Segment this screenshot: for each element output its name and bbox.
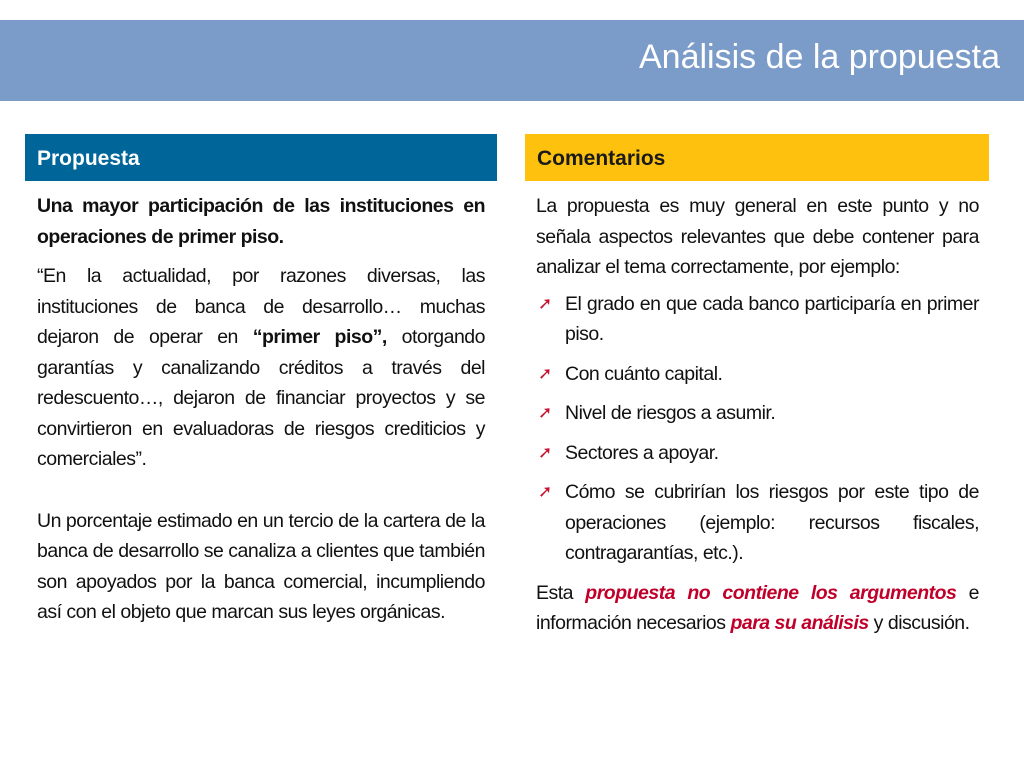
arrow-up-right-icon: ➚ xyxy=(538,442,552,462)
closing-text-1: Esta xyxy=(536,581,586,604)
list-item xyxy=(536,398,979,429)
quote-emphasis: “primer piso”, xyxy=(252,326,387,348)
quote-text-2: otorgando garantías y canalizando créditos a través del redescuento…, dejaron de financiar proyectos y se convirtieron en evaluadoras de riesgos crediticios y comerciales”. xyxy=(37,326,485,470)
arrow-up-right-icon: ➚ xyxy=(538,403,552,422)
closing-emphasis-2: para su análisis xyxy=(730,612,869,634)
list-item xyxy=(536,438,979,469)
list-item-text: Sectores a apoyar. xyxy=(565,441,719,464)
comments-list xyxy=(536,289,979,569)
list-item xyxy=(536,289,979,350)
proposal-header: Propuesta xyxy=(25,134,497,181)
list-item xyxy=(536,477,979,569)
list-item-text: El grado en que cada banco participaría en primer piso. xyxy=(565,292,979,345)
list-item-text: Nivel de riesgos a asumir. xyxy=(565,402,776,424)
arrow-up-right-icon: ➚ xyxy=(538,482,552,501)
proposal-quote xyxy=(37,261,485,475)
comments-column xyxy=(525,134,989,639)
slide-title: Análisis de la propuesta xyxy=(638,38,1000,76)
proposal-body xyxy=(25,181,497,628)
list-item-text: Cómo se cubrirían los riesgos por este tipo de operaciones (ejemplo: recursos fiscales, contragarantías, etc.). xyxy=(565,481,979,564)
quote-text-1: “En la actualidad, por razones diversas, las instituciones de banca de desarrollo… muchas dejaron de operar en xyxy=(37,265,485,348)
proposal-column xyxy=(25,134,497,628)
comments-header: Comentarios xyxy=(525,134,989,181)
comments-intro: La propuesta es muy general en este punto y no señala aspectos relevantes que debe contener para analizar el tema correctamente, por ejemplo: xyxy=(536,195,979,278)
closing-text-2: e información necesarios xyxy=(536,581,980,634)
arrow-up-right-icon: ➚ xyxy=(538,293,552,313)
comments-closing xyxy=(536,578,979,639)
list-item xyxy=(536,359,979,390)
list-item-text: Con cuánto capital. xyxy=(565,362,723,385)
closing-text-3: y discusión. xyxy=(868,612,970,634)
proposal-paragraph-2: Un porcentaje estimado en un tercio de la cartera de la banca de desarrollo se canaliza a clientes que también son apoyados por la banca comercial, incumpliendo así con el objeto que marcan sus leyes orgánicas. xyxy=(37,509,485,623)
proposal-lead: Una mayor participación de las instituciones en operaciones de primer piso. xyxy=(37,195,485,248)
title-bar xyxy=(0,20,1024,101)
comments-body xyxy=(525,181,989,639)
arrow-up-right-icon: ➚ xyxy=(538,363,552,383)
closing-emphasis-1: propuesta no contiene los argumentos xyxy=(585,581,957,604)
